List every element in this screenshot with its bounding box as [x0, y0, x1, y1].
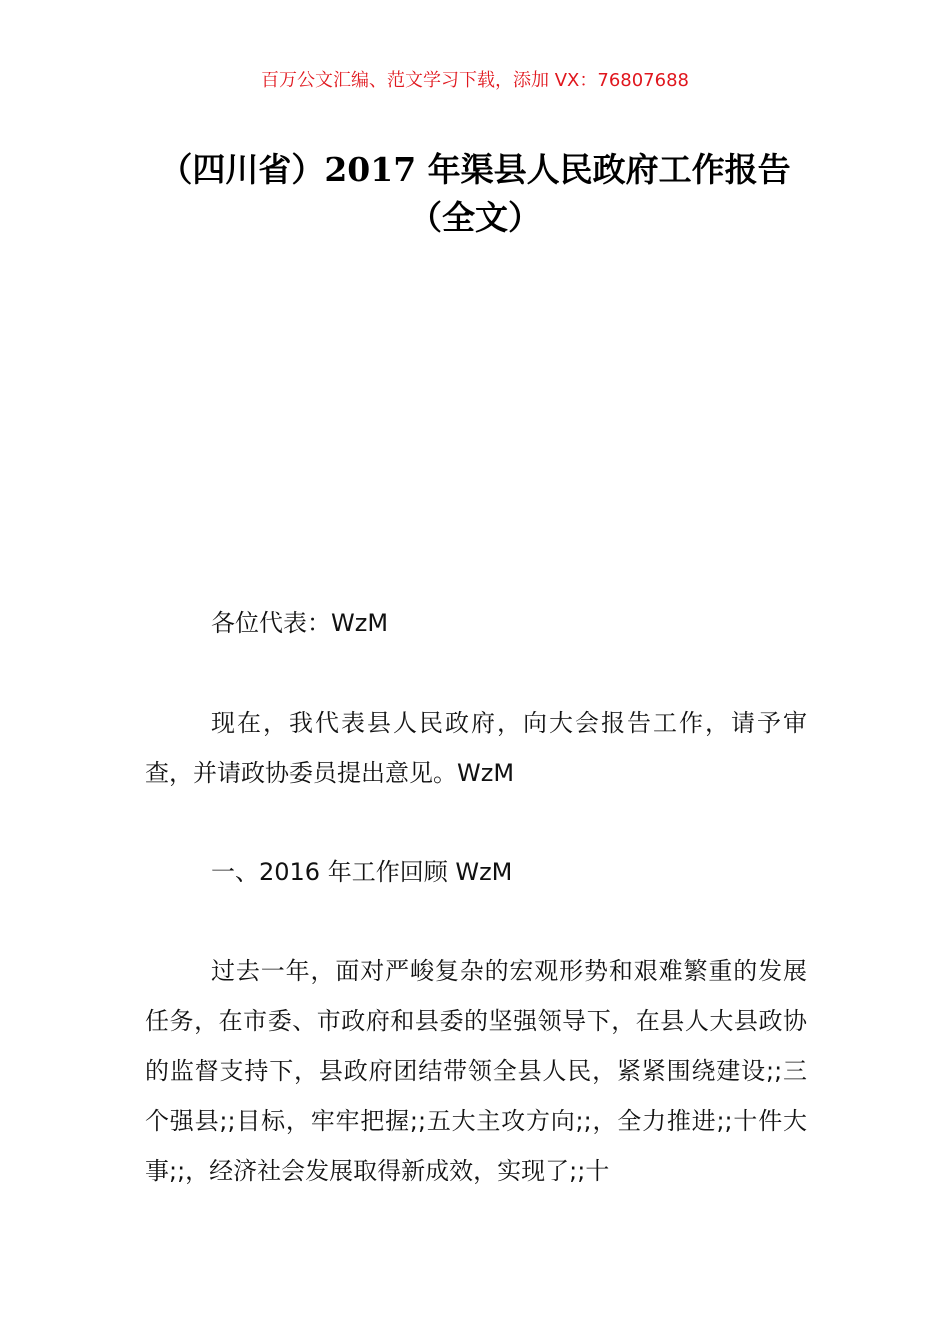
intro-block: [145, 698, 807, 798]
intro-paragraph: 现在，我代表县人民政府，向大会报告工作，请予审查，并请政协委员提出意见。WzM: [145, 709, 807, 787]
document-title: [120, 146, 830, 242]
document-title-line-1: （四川省）2017 年渠县人民政府工作报告: [159, 150, 791, 189]
greeting-block: [145, 598, 807, 648]
section-heading-block: [145, 847, 807, 897]
greeting-paragraph: 各位代表：WzM: [211, 609, 389, 637]
review-block: [145, 946, 807, 1196]
review-paragraph: 过去一年，面对严峻复杂的宏观形势和艰难繁重的发展任务，在市委、市政府和县委的坚强领导下，在县人大县政协的监督支持下，县政府团结带领全县人民，紧紧围绕建设;;三个强县;;目标，牢牢把握;;五大主攻方向;;，全力推进;;十件大事;;，经济社会发展取得新成效，实现了;;十: [145, 957, 807, 1185]
promo-header-note: 百万公文汇编、范文学习下载，添加 VX：76807688: [261, 70, 689, 91]
document-title-line-2: （全文）: [409, 198, 541, 237]
section-heading: 一、2016 年工作回顾 WzM: [211, 858, 513, 886]
